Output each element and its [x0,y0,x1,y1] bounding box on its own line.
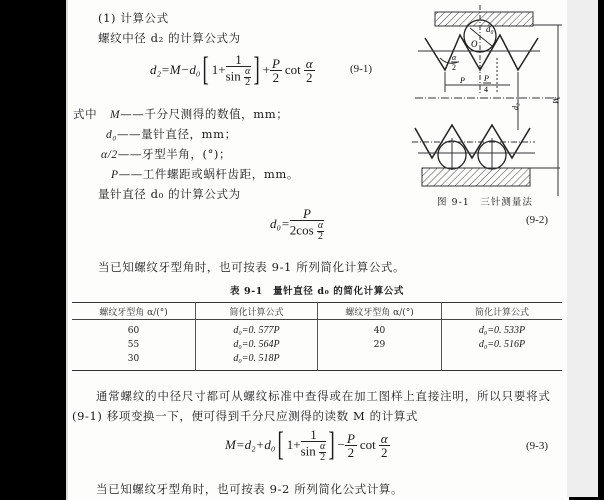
intro-d2-text: 螺纹中径 d₂ 的计算公式为 [98,31,241,45]
definition-M: M——千分尺测得的数值，mm； [110,107,289,121]
left-bracket: [ [202,51,210,88]
label-O: O [471,39,478,49]
simplified-formula-table [72,302,562,371]
table-row: 60 d₀=0. 577P 40 d₀=0. 533P [72,320,562,339]
svg-text:4: 4 [484,85,488,94]
figure-caption: 图 9-1 三针测量法 [437,197,533,208]
viewer-gutter [567,0,598,497]
label-P: P [460,76,465,85]
label-d2: d₂ [511,103,520,110]
left-bracket: [ [277,426,285,463]
right-bracket: ] [253,51,261,88]
equation-9-1: d₂ =M−d₀ [ 1+ 1 sin $\frac{\alpha}{2}$ ] + $\frac{P}{2}$ cot $\frac{\alpha}{2}$ [150,51,313,88]
label-two: 2 [452,63,456,72]
table-header-row: 螺纹牙型角 α/(°) 简化计算公式 螺纹牙型角 α/(°) 简化计算公式 [72,303,562,320]
table2-reference-paragraph: 当已知螺纹牙型角时，也可按表 9-2 所列简化公式计算。 [96,482,404,496]
table-reference-paragraph: 当已知螺纹牙型角时，也可按表 9-1 所列简化计算公式。 [98,260,406,274]
label-d0: d₀ [486,24,494,34]
definitions-lead: 式中 [73,107,98,121]
definition-P: P——工件螺距或蜗杆齿距，mm。 [111,167,299,181]
label-M: M [551,97,560,104]
definition-d0: d₀——量针直径，mm； [106,127,237,141]
equation-number-9-3: (9-3) [526,440,548,452]
svg-text:P: P [484,74,489,83]
right-bracket: ] [328,426,336,463]
table-row: 30 d₀=0. 518P [72,352,562,371]
label-alpha: α [452,53,457,62]
definition-alpha-half: α/2——牙型半角，(°)； [101,147,232,161]
equation-number-9-2: (9-2) [526,214,548,226]
paragraph-M-line1: 通常螺纹的中径尺寸都可从螺纹标准中查得或在加工图样上直接注明，所以只要将式 [96,389,551,403]
equation-number-9-1: (9-1) [350,63,372,75]
table-row: 55 d₀=0. 564P 29 d₀=0. 516P [72,338,562,352]
intro-d0-text: 量针直径 d₀ 的计算公式为 [98,187,241,201]
table-title: 表 9-1 量针直径 d₀ 的简化计算公式 [230,286,404,297]
equation-9-2: d₀= P 2cos $\frac{\alpha}{2}$ [270,205,324,242]
section-heading: (1) 计算公式 [98,11,169,25]
three-wire-measurement-diagram [400,0,565,200]
equation-9-3: M =d₂+d₀ [ 1+ 1 sin $\frac{\alpha}{2}$ ] − $\frac{P}{2}$ cot $\frac{\alpha}{2}$ [225,426,388,463]
paragraph-M-line2: (9-1) 移项变换一下，便可得到千分尺应测得的读数 M 的计算式 [72,409,419,423]
